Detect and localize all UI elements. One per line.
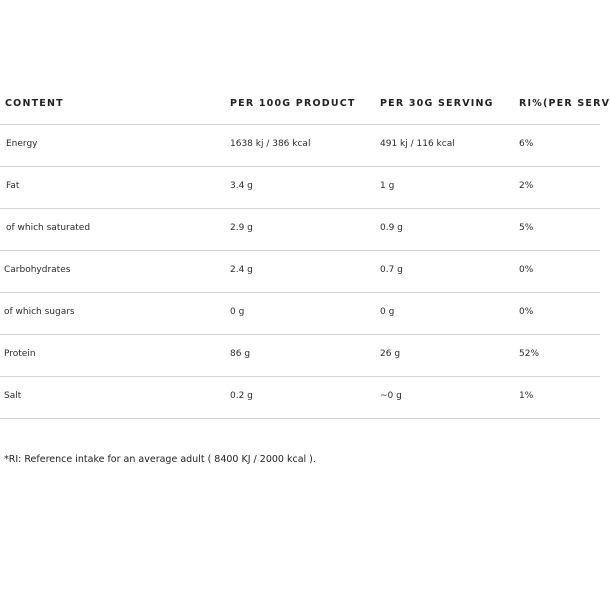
header-per-30g: PER 30G SERVING	[380, 98, 494, 109]
table-row	[0, 335, 600, 377]
row-label: of which sugars	[4, 307, 75, 317]
per-100g-value: 2.9 g	[230, 223, 253, 233]
per-serving-value: 26 g	[380, 349, 401, 359]
per-100g-value: 0.2 g	[230, 391, 253, 401]
table-row	[0, 167, 600, 209]
row-label: Fat	[6, 181, 20, 191]
table-row	[0, 125, 600, 167]
per-serving-value: 1 g	[380, 181, 395, 191]
row-label: Energy	[6, 139, 38, 149]
ri-percent-value: 2%	[519, 181, 534, 191]
ri-percent-value: 0%	[519, 265, 534, 275]
ri-percent-value: 6%	[519, 139, 534, 149]
row-label: Carbohydrates	[4, 265, 71, 275]
table-row	[0, 293, 600, 335]
nutrition-table	[0, 83, 610, 419]
per-100g-value: 2.4 g	[230, 265, 253, 275]
per-100g-value: 0 g	[230, 307, 245, 317]
table-row	[0, 251, 600, 293]
per-serving-value: 0 g	[380, 307, 395, 317]
table-header	[0, 83, 610, 125]
header-ri-percent: RI%(PER SERV	[519, 98, 610, 109]
per-serving-value: 0.7 g	[380, 265, 403, 275]
per-100g-value: 1638 kj / 386 kcal	[230, 139, 311, 149]
per-100g-value: 86 g	[230, 349, 251, 359]
ri-percent-value: 52%	[519, 349, 540, 359]
row-label: Salt	[4, 391, 22, 401]
per-serving-value: 0.9 g	[380, 223, 403, 233]
per-serving-value: 491 kj / 116 kcal	[380, 139, 455, 149]
ri-footnote: *RI: Reference intake for an average adult ( 8400 KJ / 2000 kcal ).	[4, 454, 316, 465]
row-label: of which saturated	[6, 223, 91, 233]
header-per-100g: PER 100G PRODUCT	[230, 98, 356, 109]
ri-percent-value: 0%	[519, 307, 534, 317]
table-row	[0, 377, 600, 419]
row-label: Protein	[4, 349, 36, 359]
per-serving-value: ~0 g	[380, 391, 402, 401]
per-100g-value: 3.4 g	[230, 181, 253, 191]
header-content: CONTENT	[5, 98, 64, 109]
ri-percent-value: 1%	[519, 391, 534, 401]
table-row	[0, 209, 600, 251]
ri-percent-value: 5%	[519, 223, 534, 233]
